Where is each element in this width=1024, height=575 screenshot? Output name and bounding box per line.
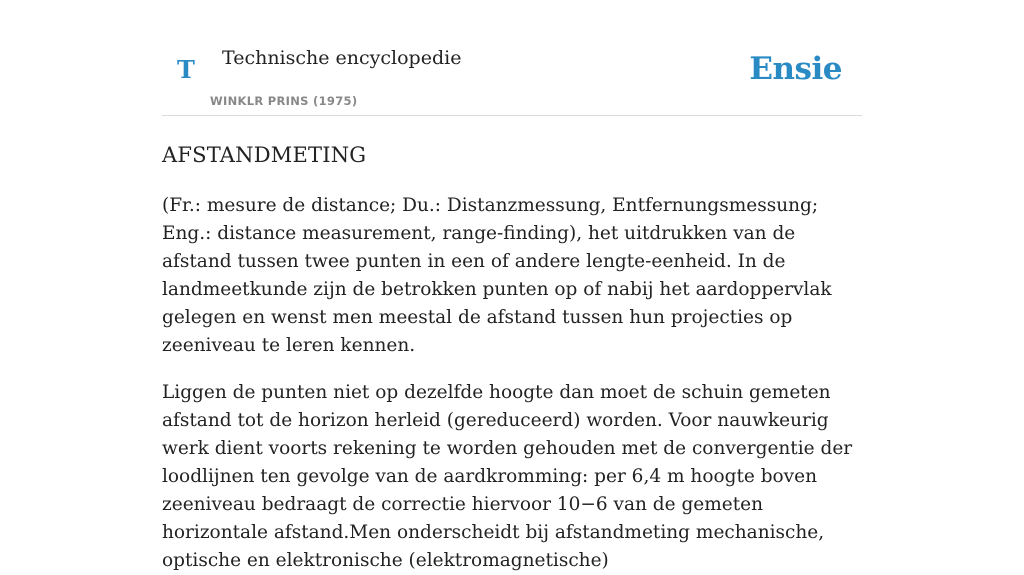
source-header (162, 0, 862, 116)
ensie-logo-link[interactable]: Ensie (749, 51, 842, 87)
source-title-link[interactable]: Technische encyclopedie (222, 47, 462, 69)
entry-title: AFSTANDMETING (162, 143, 367, 167)
entry-content (162, 140, 862, 575)
source-logo-icon: T (177, 55, 195, 84)
source-subtitle: WINKLR PRINS (1975) (210, 94, 358, 108)
entry-paragraph: (Fr.: mesure de distance; Du.: Distanzmessung, Entfernungsmessung; Eng.: distance measurement, range-finding), het uitdrukken van de afstand tussen twee punten in een of andere lengte-eenheid. In de landmeetkunde zijn de betrokken punten op of nabij het aardoppervlak gelegen en wenst men meestal de afstand tussen hun projecties op zeeniveau te leren kennen. (162, 195, 832, 356)
entry-paragraph: Liggen de punten niet op dezelfde hoogte dan moet de schuin gemeten afstand tot de horizon herleid (gereduceerd) worden. Voor nauwkeurig werk dient voorts rekening te worden gehouden met de convergentie der loodlijnen ten gevolge van de aardkromming: per 6,4 m hoogte boven zeeniveau bedraagt de correctie hiervoor 10−6 van de gemeten horizontale afstand.Men onderscheidt bij afstandmeting mechanische, optische en elektronische (elektromagnetische) (162, 382, 853, 571)
